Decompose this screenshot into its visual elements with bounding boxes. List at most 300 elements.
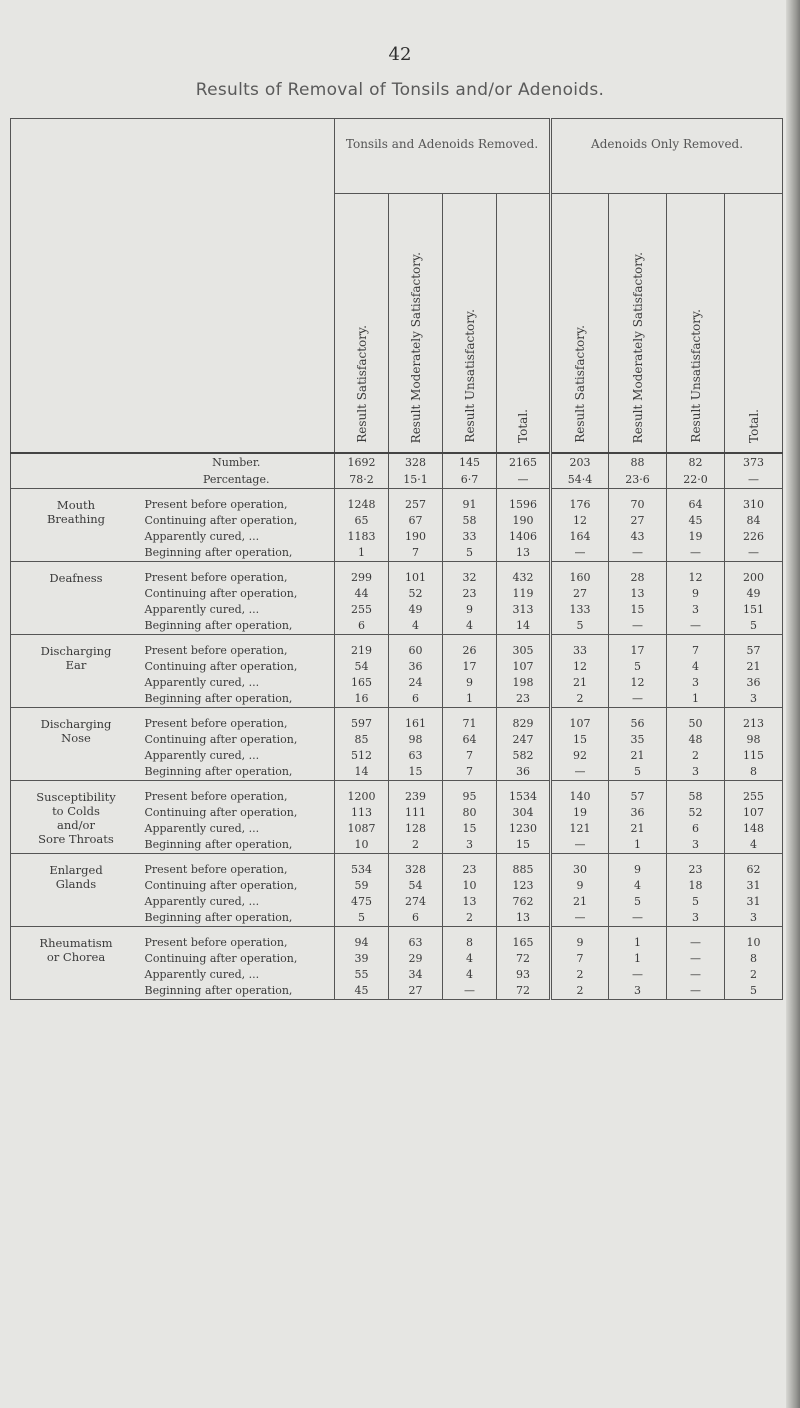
row-value: — [551, 837, 609, 854]
row-value: 9 [609, 862, 667, 878]
row-value: 15 [497, 837, 551, 854]
row-value: 255 [335, 602, 389, 618]
data-row [11, 716, 783, 732]
row-label: Present before operation, [144, 936, 288, 949]
row-value: 12 [551, 513, 609, 529]
row-value: 7 [443, 748, 497, 764]
row-value: 91 [443, 497, 497, 513]
row-value: 98 [389, 732, 443, 748]
group-tonsils-and-adenoids: Tonsils and Adenoids Removed. [335, 119, 551, 194]
row-value: 4 [443, 951, 497, 967]
row-value: 30 [551, 862, 609, 878]
row-value: 84 [725, 513, 783, 529]
row-value: 4 [725, 837, 783, 854]
page-number: 42 [388, 44, 412, 65]
row-value: 123 [497, 878, 551, 894]
summary-blank [11, 471, 139, 489]
row-value: 80 [443, 805, 497, 821]
row-value: 7 [443, 764, 497, 781]
page-title: Results of Removal of Tonsils and/or Adenoids. [195, 80, 605, 100]
row-value: — [667, 967, 725, 983]
row-value: 15 [609, 602, 667, 618]
row-value: 107 [725, 805, 783, 821]
blank-header-cell [139, 119, 335, 454]
row-value: 54 [389, 878, 443, 894]
row-value: 23 [667, 862, 725, 878]
row-label: Continuing after operation, [144, 514, 298, 527]
row-value: 2 [389, 837, 443, 854]
row-value: 14 [497, 618, 551, 635]
row-label: Apparently cured, ... [144, 676, 260, 689]
condition-line: Susceptibility [36, 790, 116, 804]
row-value: 9 [443, 602, 497, 618]
column-header [335, 194, 389, 454]
row-value: 239 [389, 789, 443, 805]
row-value: 55 [335, 967, 389, 983]
row-value: 2 [443, 910, 497, 927]
condition-line: Discharging [40, 717, 112, 731]
row-value: 9 [551, 935, 609, 951]
row-value: — [609, 910, 667, 927]
row-label: Apparently cured, ... [144, 822, 260, 835]
row-value: 93 [497, 967, 551, 983]
condition-line: Sore Throats [38, 832, 114, 846]
row-value: 1 [609, 951, 667, 967]
row-value: 200 [725, 570, 783, 586]
row-value: — [667, 935, 725, 951]
row-value: 1534 [497, 789, 551, 805]
row-value: 31 [725, 894, 783, 910]
row-value: 6 [389, 691, 443, 708]
row-value: 12 [609, 675, 667, 691]
row-value: 10 [443, 878, 497, 894]
summary-value: — [497, 471, 551, 489]
condition-line: Enlarged [49, 863, 103, 877]
row-value: — [609, 545, 667, 562]
data-row [11, 935, 783, 951]
row-value: 71 [443, 716, 497, 732]
row-value: 164 [551, 529, 609, 545]
row-value: 35 [609, 732, 667, 748]
row-label: Beginning after operation, [139, 837, 335, 854]
row-value: 3 [667, 837, 725, 854]
row-value: 165 [335, 675, 389, 691]
row-value: 48 [667, 732, 725, 748]
row-value: 119 [497, 586, 551, 602]
data-row [11, 862, 783, 878]
row-value: 21 [609, 748, 667, 764]
data-row [11, 570, 783, 586]
column-header [443, 194, 497, 454]
row-value: 190 [497, 513, 551, 529]
summary-label: Number. [139, 453, 335, 471]
row-value: 63 [389, 748, 443, 764]
condition-label [11, 643, 139, 708]
row-value: 5 [609, 764, 667, 781]
row-value: 885 [497, 862, 551, 878]
row-label: Beginning after operation, [139, 983, 335, 1000]
row-label: Apparently cured, ... [144, 968, 260, 981]
row-value: 3 [667, 764, 725, 781]
condition-line: Discharging [40, 644, 112, 658]
row-value: 72 [497, 983, 551, 1000]
row-value: 4 [443, 967, 497, 983]
section-spacer [11, 854, 783, 863]
group-adenoids-only: Adenoids Only Removed. [551, 119, 783, 194]
row-label: Continuing after operation, [144, 879, 298, 892]
row-label: Apparently cured, ... [144, 603, 260, 616]
row-value: 2 [551, 967, 609, 983]
row-value: 115 [725, 748, 783, 764]
results-table [10, 118, 783, 1000]
summary-value: 328 [389, 453, 443, 471]
row-value: 5 [609, 659, 667, 675]
row-value: 1 [667, 691, 725, 708]
summary-blank [11, 453, 139, 471]
column-header [389, 194, 443, 454]
row-value: 64 [667, 497, 725, 513]
row-value: 1 [443, 691, 497, 708]
row-value: 226 [725, 529, 783, 545]
row-label: Continuing after operation, [144, 952, 298, 965]
row-label: Present before operation, [144, 571, 288, 584]
data-row [11, 643, 783, 659]
row-value: 3 [667, 675, 725, 691]
row-value: 5 [443, 545, 497, 562]
row-value: 3 [443, 837, 497, 854]
row-label: Beginning after operation, [139, 545, 335, 562]
row-value: — [551, 764, 609, 781]
summary-value: 78·2 [335, 471, 389, 489]
row-value: 151 [725, 602, 783, 618]
row-value: 36 [389, 659, 443, 675]
row-value: 36 [497, 764, 551, 781]
row-value: 219 [335, 643, 389, 659]
row-label: Beginning after operation, [139, 910, 335, 927]
row-value: 16 [335, 691, 389, 708]
row-value: 5 [725, 983, 783, 1000]
row-value: 512 [335, 748, 389, 764]
row-value: 4 [443, 618, 497, 635]
summary-value: 23·6 [609, 471, 667, 489]
row-value: 2 [551, 691, 609, 708]
row-value: 3 [609, 983, 667, 1000]
row-value: 70 [609, 497, 667, 513]
row-value: 534 [335, 862, 389, 878]
row-value: 10 [725, 935, 783, 951]
condition-label [11, 862, 139, 927]
row-value: 1 [609, 935, 667, 951]
row-value: 5 [335, 910, 389, 927]
column-header [667, 194, 725, 454]
row-value: 305 [497, 643, 551, 659]
condition-label [11, 935, 139, 1000]
row-value: 49 [725, 586, 783, 602]
condition-label [11, 716, 139, 781]
summary-value: — [725, 471, 783, 489]
row-value: 92 [551, 748, 609, 764]
row-value: 7 [667, 643, 725, 659]
column-header-text: Result Satisfactory. [573, 325, 588, 443]
row-value: 62 [725, 862, 783, 878]
row-value: 36 [725, 675, 783, 691]
row-value: 3 [667, 602, 725, 618]
row-label: Present before operation, [144, 790, 288, 803]
row-value: 24 [389, 675, 443, 691]
row-label: Continuing after operation, [144, 806, 298, 819]
row-value: 12 [551, 659, 609, 675]
section-spacer [11, 562, 783, 571]
row-value: 101 [389, 570, 443, 586]
row-value: 52 [667, 805, 725, 821]
row-value: 18 [667, 878, 725, 894]
row-value: 2 [667, 748, 725, 764]
row-value: 33 [443, 529, 497, 545]
column-header-text: Result Unsatisfactory. [688, 309, 703, 443]
row-value: 198 [497, 675, 551, 691]
row-value: 13 [609, 586, 667, 602]
row-value: 4 [389, 618, 443, 635]
row-value: 121 [551, 821, 609, 837]
row-value: — [609, 618, 667, 635]
row-label: Continuing after operation, [144, 733, 298, 746]
row-value: 72 [497, 951, 551, 967]
summary-label: Percentage. [139, 471, 335, 489]
column-header-text: Result Moderately Satisfactory. [408, 251, 423, 443]
summary-value: 203 [551, 453, 609, 471]
summary-value: 22·0 [667, 471, 725, 489]
condition-line: Breathing [46, 512, 106, 526]
row-value: — [609, 691, 667, 708]
page-edge-shadow [786, 0, 800, 1408]
row-label: Beginning after operation, [139, 764, 335, 781]
row-value: 23 [443, 862, 497, 878]
row-value: — [551, 910, 609, 927]
row-value: — [667, 951, 725, 967]
summary-value: 2165 [497, 453, 551, 471]
row-value: 304 [497, 805, 551, 821]
row-value: 1 [609, 837, 667, 854]
data-row [11, 789, 783, 805]
row-value: 98 [725, 732, 783, 748]
row-value: 65 [335, 513, 389, 529]
row-value: 27 [551, 586, 609, 602]
row-value: 5 [551, 618, 609, 635]
row-value: 255 [725, 789, 783, 805]
row-value: 63 [389, 935, 443, 951]
row-value: 475 [335, 894, 389, 910]
row-value: 59 [335, 878, 389, 894]
row-value: 6 [335, 618, 389, 635]
row-value: 33 [551, 643, 609, 659]
row-value: 29 [389, 951, 443, 967]
row-value: 4 [609, 878, 667, 894]
condition-line: Rheumatism [39, 936, 113, 950]
row-value: 43 [609, 529, 667, 545]
row-value: 21 [551, 675, 609, 691]
row-value: 160 [551, 570, 609, 586]
row-value: 140 [551, 789, 609, 805]
row-value: 26 [443, 643, 497, 659]
condition-line: Nose [61, 731, 91, 745]
row-value: 762 [497, 894, 551, 910]
row-value: 15 [551, 732, 609, 748]
blank-header-cell [11, 119, 139, 454]
row-value: 13 [443, 894, 497, 910]
condition-label [11, 497, 139, 562]
row-value: 67 [389, 513, 443, 529]
summary-value: 373 [725, 453, 783, 471]
row-value: 15 [389, 764, 443, 781]
row-value: 12 [667, 570, 725, 586]
row-value: 7 [551, 951, 609, 967]
row-value: 15 [443, 821, 497, 837]
column-header-text: Result Satisfactory. [354, 325, 369, 443]
row-value: 133 [551, 602, 609, 618]
column-header [497, 194, 551, 454]
group-header-row [11, 119, 783, 194]
row-value: 8 [725, 951, 783, 967]
row-value: 213 [725, 716, 783, 732]
row-value: 582 [497, 748, 551, 764]
condition-label [11, 789, 139, 854]
row-value: 107 [497, 659, 551, 675]
row-value: 3 [725, 910, 783, 927]
row-value: 94 [335, 935, 389, 951]
row-label: Present before operation, [144, 863, 288, 876]
row-value: 27 [609, 513, 667, 529]
row-label: Continuing after operation, [144, 587, 298, 600]
row-value: 1087 [335, 821, 389, 837]
summary-value: 1692 [335, 453, 389, 471]
row-value: 32 [443, 570, 497, 586]
row-label: Present before operation, [144, 498, 288, 511]
row-value: 5 [609, 894, 667, 910]
row-value: 21 [551, 894, 609, 910]
condition-line: Deafness [49, 571, 103, 585]
row-value: 19 [667, 529, 725, 545]
summary-value: 145 [443, 453, 497, 471]
summary-value: 15·1 [389, 471, 443, 489]
row-value: 1200 [335, 789, 389, 805]
section-spacer [11, 635, 783, 644]
row-value: 21 [725, 659, 783, 675]
summary-value: 88 [609, 453, 667, 471]
row-value: 161 [389, 716, 443, 732]
condition-label [11, 570, 139, 635]
row-value: 8 [725, 764, 783, 781]
row-label: Beginning after operation, [139, 691, 335, 708]
row-value: 165 [497, 935, 551, 951]
row-label: Present before operation, [144, 717, 288, 730]
row-value: 19 [551, 805, 609, 821]
condition-line: Mouth [56, 498, 96, 512]
row-value: 17 [609, 643, 667, 659]
section-spacer [11, 781, 783, 790]
section-spacer [11, 708, 783, 717]
column-header-text: Result Moderately Satisfactory. [630, 251, 645, 443]
row-value: 9 [443, 675, 497, 691]
row-value: 5 [667, 894, 725, 910]
row-value: 36 [609, 805, 667, 821]
row-value: 28 [609, 570, 667, 586]
row-value: 52 [389, 586, 443, 602]
column-header-text: Total. [746, 409, 761, 443]
row-label: Apparently cured, ... [144, 530, 260, 543]
row-value: 85 [335, 732, 389, 748]
row-value: 274 [389, 894, 443, 910]
row-value: 1406 [497, 529, 551, 545]
section-spacer [11, 489, 783, 498]
row-value: 44 [335, 586, 389, 602]
column-header-text: Result Unsatisfactory. [462, 309, 477, 443]
row-value: 13 [497, 545, 551, 562]
row-value: 56 [609, 716, 667, 732]
column-header [609, 194, 667, 454]
row-label: Apparently cured, ... [144, 895, 260, 908]
data-row [11, 497, 783, 513]
row-value: 1183 [335, 529, 389, 545]
column-header-text: Total. [516, 409, 531, 443]
row-value: 432 [497, 570, 551, 586]
row-value: 45 [667, 513, 725, 529]
row-label: Continuing after operation, [144, 660, 298, 673]
row-value: 6 [667, 821, 725, 837]
row-value: 8 [443, 935, 497, 951]
row-value: 27 [389, 983, 443, 1000]
row-value: 57 [725, 643, 783, 659]
summary-row [11, 471, 783, 489]
row-value: 23 [443, 586, 497, 602]
summary-value: 82 [667, 453, 725, 471]
row-value: 45 [335, 983, 389, 1000]
summary-value: 6·7 [443, 471, 497, 489]
row-value: 247 [497, 732, 551, 748]
row-value: 257 [389, 497, 443, 513]
row-value: 313 [497, 602, 551, 618]
row-value: 4 [667, 659, 725, 675]
row-value: 310 [725, 497, 783, 513]
row-label: Apparently cured, ... [144, 749, 260, 762]
row-value: — [443, 983, 497, 1000]
row-value: — [551, 545, 609, 562]
row-value: — [667, 618, 725, 635]
row-value: 328 [389, 862, 443, 878]
row-value: 23 [497, 691, 551, 708]
row-value: 57 [609, 789, 667, 805]
row-value: 3 [667, 910, 725, 927]
row-value: 50 [667, 716, 725, 732]
row-value: 597 [335, 716, 389, 732]
section-spacer [11, 927, 783, 936]
condition-line: Glands [55, 877, 97, 891]
row-value: 2 [551, 983, 609, 1000]
row-value: 113 [335, 805, 389, 821]
row-value: 39 [335, 951, 389, 967]
row-value: 299 [335, 570, 389, 586]
row-value: 95 [443, 789, 497, 805]
row-value: 14 [335, 764, 389, 781]
row-value: 5 [725, 618, 783, 635]
row-value: 7 [389, 545, 443, 562]
row-value: 6 [389, 910, 443, 927]
condition-line: and/or [57, 818, 95, 832]
row-value: — [667, 545, 725, 562]
row-value: 107 [551, 716, 609, 732]
row-value: 9 [551, 878, 609, 894]
row-value: 13 [497, 910, 551, 927]
row-value: 31 [725, 878, 783, 894]
